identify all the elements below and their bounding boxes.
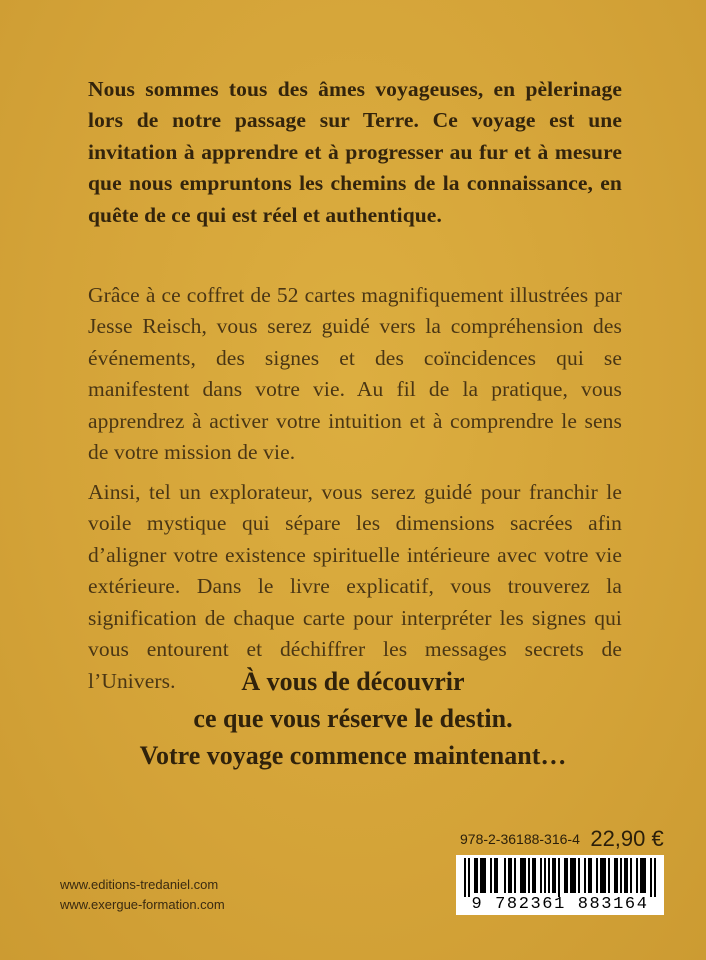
barcode-bar [540, 858, 542, 893]
barcode-bar [468, 858, 470, 897]
barcode-bar [626, 858, 628, 893]
barcode-bar [490, 858, 492, 893]
barcode-bar [520, 858, 522, 893]
barcode-bar [482, 858, 484, 893]
barcode-bar [654, 858, 656, 897]
intro-paragraph: Nous sommes tous des âmes voyageuses, en pèlerinage lors de notre passage sur Terre. Ce voyage est une invitation à apprendre et à progresser au fur et à mesure que nous empruntons les chemins de la connaissance, en quête de ce qui est réel et authentique. [88, 76, 622, 227]
barcode-bar [514, 858, 516, 893]
barcode-bar [620, 858, 622, 893]
barcode-bar [554, 858, 556, 893]
closing-line-1: À vous de découvrir [241, 667, 465, 696]
barcode-bar [572, 858, 574, 893]
barcode-bar [558, 858, 560, 897]
barcode-bar [570, 858, 572, 893]
isbn-number: 978-2-36188-316-4 [460, 831, 580, 847]
barcode-bar [642, 858, 644, 893]
barcode-bar [564, 858, 566, 893]
barcode-bar [640, 858, 642, 893]
barcode-bar [578, 858, 580, 893]
barcode-bar [524, 858, 526, 893]
barcode-bar [484, 858, 486, 893]
website-link-tredaniel: www.editions-tredaniel.com [60, 877, 219, 892]
barcode-bar [504, 858, 506, 893]
barcode-bar [608, 858, 610, 893]
barcode-bar [566, 858, 568, 893]
barcode-bar [508, 858, 510, 893]
barcode-bar [474, 858, 476, 893]
barcode-digits: 9 782361 883164 [471, 895, 649, 914]
barcode-bar [604, 858, 606, 893]
barcode-bar [600, 858, 602, 893]
closing-line-3: Votre voyage commence maintenant… [139, 741, 567, 770]
barcode-bar [574, 858, 576, 893]
barcode-bar [534, 858, 536, 893]
barcode-bar [496, 858, 498, 893]
price-label: 22,90 € [590, 826, 664, 851]
barcode-bar [464, 858, 466, 897]
barcode-bar [602, 858, 604, 893]
explanation-paragraph: Ainsi, tel un explorateur, vous serez guidé pour franchir le voile mystique qui sépare les dimensions sacrées afin d’aligner votre existence spirituelle intérieure avec votre vie extérieure. Dans le livre explicatif, vous trouverez la signification de chaque carte pour interpréter les signes qui vous entourent et déchiffrer les messages secrets de l’Univers. [88, 479, 622, 693]
barcode-bar [552, 858, 554, 893]
barcode-bar [650, 858, 652, 897]
barcode-bars [456, 855, 664, 897]
barcode-bar [548, 858, 550, 893]
barcode-bar [614, 858, 616, 893]
barcode [456, 855, 664, 915]
publisher-websites [60, 875, 225, 915]
barcode-bar [522, 858, 524, 893]
barcode-bar [630, 858, 632, 893]
barcode-bar [544, 858, 546, 893]
barcode-bar [596, 858, 598, 893]
barcode-bar [644, 858, 646, 893]
barcode-bar [588, 858, 590, 893]
barcode-bar [480, 858, 482, 893]
description-paragraph: Grâce à ce coffret de 52 cartes magnifiquement illustrées par Jesse Reisch, vous serez guidé vers la compréhension des événements, des signes et des coïncidences qui se manifestent dans votre vie. Au fil de la pratique, vous apprendrez à activer votre intuition et à comprendre le sens de votre mission de vie. [88, 282, 622, 464]
barcode-bar [510, 858, 512, 893]
barcode-bar [624, 858, 626, 893]
barcode-bar [636, 858, 638, 893]
barcode-bar [494, 858, 496, 893]
barcode-bar [616, 858, 618, 893]
closing-line-2: ce que vous réserve le destin. [193, 704, 513, 733]
barcode-bar [528, 858, 530, 893]
website-link-exergue: www.exergue-formation.com [60, 897, 225, 912]
barcode-bar [476, 858, 478, 893]
isbn-price-line [460, 826, 664, 852]
barcode-bar [532, 858, 534, 893]
barcode-bar [590, 858, 592, 893]
barcode-bar [584, 858, 586, 893]
